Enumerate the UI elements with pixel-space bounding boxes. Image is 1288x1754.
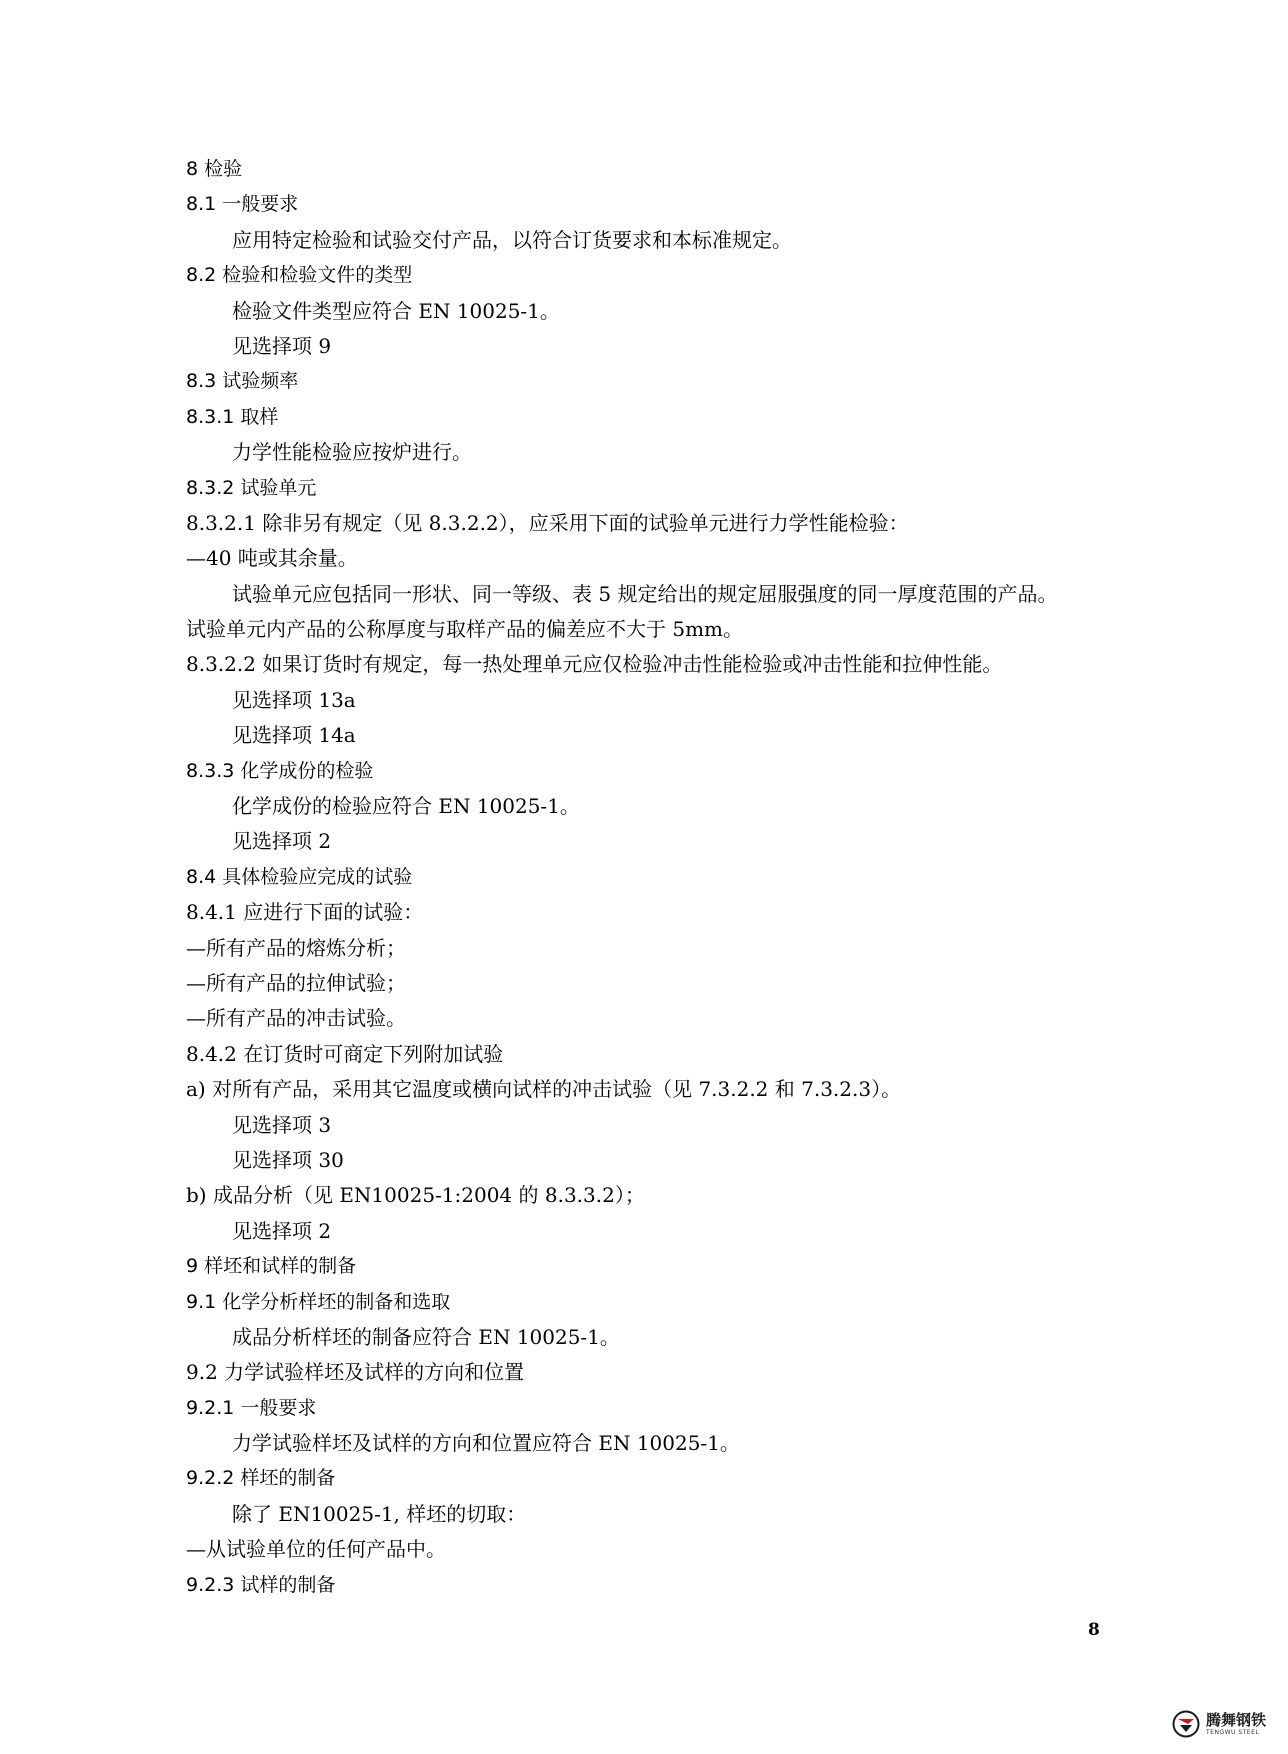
paragraph-line: —从试验单位的任何产品中。 bbox=[186, 1537, 446, 1562]
section-heading: 8.3.3 化学成份的检验 bbox=[186, 759, 374, 782]
paragraph-line: —所有产品的拉伸试验； bbox=[186, 970, 406, 995]
paragraph-line: 力学性能检验应按炉进行。 bbox=[232, 440, 472, 465]
paragraph-line: a) 对所有产品，采用其它温度或横向试样的冲击试验（见 7.3.2.2 和 7.3.2.3）。 bbox=[186, 1077, 902, 1102]
paragraph-line: b) 成品分析（见 EN10025-1:2004 的 8.3.3.2）； bbox=[186, 1183, 645, 1208]
paragraph-line: 成品分析样坯的制备应符合 EN 10025-1。 bbox=[232, 1324, 620, 1349]
paragraph-line: 8.4.2 在订货时可商定下列附加试验 bbox=[186, 1041, 504, 1066]
paragraph-line: 8.3.2.1 除非另有规定（见 8.3.2.2），应采用下面的试验单元进行力学性能检验： bbox=[186, 510, 909, 535]
tengwu-logo-icon bbox=[1172, 1710, 1200, 1738]
logo-name-en: TENGWU STEEL bbox=[1206, 1728, 1260, 1736]
paragraph-line: 除了 EN10025-1, 样坯的切取： bbox=[232, 1501, 527, 1526]
paragraph-line: 应用特定检验和试验交付产品，以符合订货要求和本标准规定。 bbox=[232, 227, 792, 252]
paragraph-line: 见选择项 2 bbox=[232, 829, 332, 854]
paragraph-line: 9.2 力学试验样坯及试样的方向和位置 bbox=[186, 1360, 525, 1385]
paragraph-line: —所有产品的冲击试验。 bbox=[186, 1006, 406, 1031]
section-heading: 8.2 检验和检验文件的类型 bbox=[186, 264, 413, 287]
section-heading: 9.2.1 一般要求 bbox=[186, 1396, 317, 1419]
section-heading: 8.3.1 取样 bbox=[186, 405, 279, 428]
paragraph-line: 试验单元应包括同一形状、同一等级、表 5 规定给出的规定屈服强度的同一厚度范围的产品。 bbox=[232, 581, 1058, 606]
page-number: 8 bbox=[1088, 1620, 1100, 1640]
paragraph-line: 见选择项 30 bbox=[232, 1147, 344, 1172]
paragraph-line: 力学试验样坯及试样的方向和位置应符合 EN 10025-1。 bbox=[232, 1431, 740, 1456]
paragraph-line: 见选择项 9 bbox=[232, 333, 332, 358]
section-heading: 8.3 试验频率 bbox=[186, 370, 299, 393]
paragraph-line: —所有产品的熔炼分析； bbox=[186, 935, 406, 960]
section-heading: 9 样坯和试样的制备 bbox=[186, 1255, 357, 1278]
paragraph-line: —40 吨或其余量。 bbox=[186, 546, 358, 571]
section-heading: 9.2.2 样坯的制备 bbox=[186, 1467, 336, 1490]
section-heading: 8.4 具体检验应完成的试验 bbox=[186, 865, 413, 888]
paragraph-line: 8.4.1 应进行下面的试验： bbox=[186, 900, 424, 925]
paragraph-line: 见选择项 13a bbox=[232, 687, 356, 712]
company-logo bbox=[1172, 1704, 1280, 1744]
section-heading: 9.2.3 试样的制备 bbox=[186, 1573, 336, 1596]
document-body bbox=[186, 152, 1116, 1603]
section-heading: 8 检验 bbox=[186, 158, 243, 180]
section-heading: 8.3.2 试验单元 bbox=[186, 476, 317, 499]
paragraph-line: 见选择项 2 bbox=[232, 1218, 332, 1243]
logo-name-cn: 腾舞钢铁 bbox=[1206, 1710, 1267, 1729]
paragraph-line: 检验文件类型应符合 EN 10025-1。 bbox=[232, 298, 560, 323]
paragraph-line: 见选择项 3 bbox=[232, 1112, 332, 1137]
paragraph-line: 化学成份的检验应符合 EN 10025-1。 bbox=[232, 794, 580, 819]
section-heading: 9.1 化学分析样坯的制备和选取 bbox=[186, 1290, 451, 1313]
paragraph-line: 见选择项 14a bbox=[232, 723, 356, 748]
section-heading: 8.1 一般要求 bbox=[186, 193, 299, 216]
paragraph-line: 8.3.2.2 如果订货时有规定，每一热处理单元应仅检验冲击性能检验或冲击性能和拉伸性能。 bbox=[186, 652, 1003, 677]
paragraph-line: 试验单元内产品的公称厚度与取样产品的偏差应不大于 5mm。 bbox=[186, 617, 744, 642]
